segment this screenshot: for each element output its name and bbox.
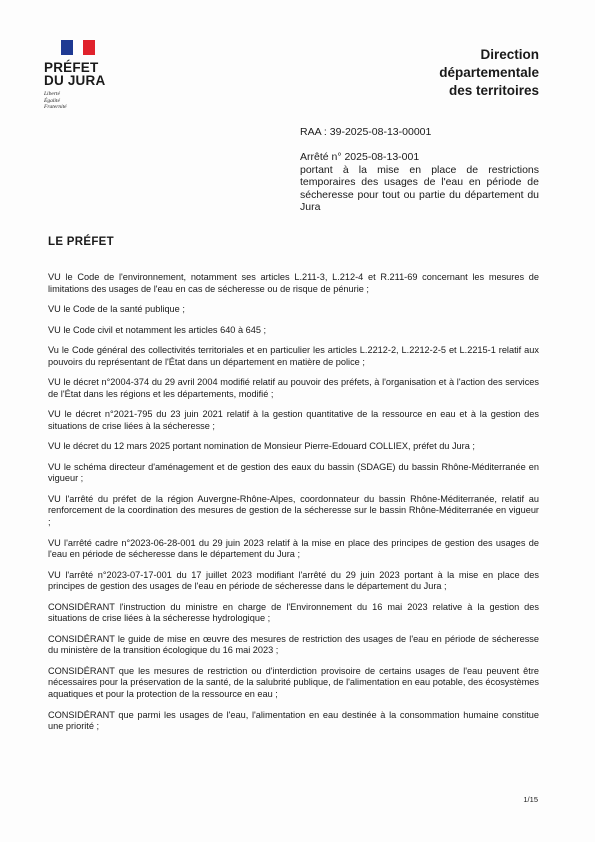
issuing-service bbox=[439, 46, 539, 100]
preamble-paragraph bbox=[48, 494, 539, 529]
preamble bbox=[48, 272, 539, 742]
preamble-paragraph bbox=[48, 272, 539, 295]
motto-line-1: Liberté bbox=[44, 91, 60, 97]
paragraph-text: que parmi les usages de l'eau, l'alimentation en eau destinée à la consommation humaine constitue une priorité ; bbox=[48, 709, 539, 732]
preamble-paragraph bbox=[48, 634, 539, 657]
prefet-name-line-2: DU JURA bbox=[44, 73, 106, 88]
paragraph-text: l'instruction du ministre en charge de l'Environnement du 16 mai 2023 relative à la gestion des situations de crise liées à la sécheresse hydrologique ; bbox=[48, 601, 539, 624]
paragraph-text: l'arrêté du préfet de la région Auvergne-Rhône-Alpes, coordonnateur du bassin Rhône-Méditerranée, relatif au renforcement de la coordination des mesures de gestion de la sécheresse sur le bassin Rhône-Méditerranée en vigueur ; bbox=[48, 493, 539, 528]
direction-line-2: départementale bbox=[439, 65, 539, 80]
preamble-paragraph bbox=[48, 345, 539, 368]
preamble-paragraph bbox=[48, 377, 539, 400]
preamble-paragraph bbox=[48, 602, 539, 625]
paragraph-lead: VU bbox=[48, 461, 61, 472]
paragraph-lead: VU bbox=[48, 409, 61, 420]
paragraph-lead: CONSIDÉRANT bbox=[48, 601, 115, 612]
paragraph-text: le Code général des collectivités territoriales et en particulier les articles L.2212-2, L.2212-2-5 et L.2215-1 relatif aux pouvoirs du représentant de l'État dans un département en matière de police ; bbox=[48, 345, 539, 367]
paragraph-text: l'arrêté cadre n°2023-06-28-001 du 29 juin 2023 relatif à la mise en place des principes de gestion des usages de l'eau en période de sécheresse dans le département du Jura ; bbox=[48, 537, 539, 560]
paragraph-text: le décret n°2004-374 du 29 avril 2004 modifié relatif au pouvoir des préfets, à l'organisation et à l'action des services de l'État dans les régions et les départements, modifié ; bbox=[48, 377, 539, 399]
paragraph-lead: VU bbox=[48, 324, 61, 335]
paragraph-text: le Code civil et notamment les articles 640 à 645 ; bbox=[60, 324, 267, 335]
motto-line-3: Fraternité bbox=[44, 104, 67, 110]
preamble-paragraph bbox=[48, 538, 539, 561]
le-prefet-heading: LE PRÉFET bbox=[48, 236, 114, 248]
paragraph-lead: VU bbox=[48, 272, 61, 282]
paragraph-text: le Code de l'environnement, notamment ses articles L.211-3, L.212-4 et R.211-69 concernant les mesures de limitations des usages de l'eau en cas de sécheresse ou de risque de pénurie ; bbox=[48, 272, 539, 294]
direction-line-3: des territoires bbox=[448, 83, 539, 98]
paragraph-text: l'arrêté n°2023-07-17-001 du 17 juillet 2023 modifiant l'arrêté du 29 juin 2023 portant à la mise en place des principes de gestion des usages de l'eau en période de sécheresse dans le département du Jura ; bbox=[48, 569, 539, 592]
page-number: 1/15 bbox=[523, 795, 538, 804]
preamble-paragraph bbox=[48, 304, 539, 316]
paragraph-lead: VU bbox=[48, 441, 61, 452]
preamble-paragraph bbox=[48, 462, 539, 485]
arrete-number: Arrêté n° 2025-08-13-001 bbox=[300, 151, 420, 163]
raa-reference: RAA : 39-2025-08-13-00001 bbox=[300, 126, 432, 138]
prefet-name-line-1: PRÉFET bbox=[44, 60, 99, 75]
paragraph-lead: Vu bbox=[48, 345, 59, 356]
prefet-logo bbox=[44, 40, 124, 111]
paragraph-lead: VU bbox=[48, 304, 61, 315]
preamble-paragraph bbox=[48, 666, 539, 701]
preamble-paragraph bbox=[48, 409, 539, 432]
paragraph-lead: VU bbox=[48, 493, 61, 504]
paragraph-lead: CONSIDÉRANT bbox=[48, 709, 115, 720]
french-flag-icon bbox=[61, 40, 95, 55]
paragraph-lead: VU bbox=[48, 377, 61, 388]
arrete-description: portant à la mise en place de restrictions temporaires des usages de l'eau en période de sécheresse pour tout ou partie du département du Jura bbox=[300, 163, 539, 214]
motto-line-2: Égalité bbox=[44, 97, 60, 104]
preamble-paragraph bbox=[48, 570, 539, 593]
paragraph-text: que les mesures de restriction ou d'interdiction provisoire de certains usages de l'eau peuvent être nécessaires pour la préservation de la santé, de la salubrité publique, de l'alimentation en eau potable, des écosystèmes aquatiques et pour la protection de la ressource en eau ; bbox=[48, 665, 539, 700]
paragraph-text: le Code de la santé publique ; bbox=[60, 304, 185, 315]
paragraph-lead: CONSIDÉRANT bbox=[48, 633, 115, 644]
paragraph-text: le guide de mise en œuvre des mesures de restriction des usages de l'eau en période de sécheresse du ministère de la transition écologique du 16 mai 2023 ; bbox=[48, 633, 539, 656]
preamble-paragraph bbox=[48, 441, 539, 453]
prefet-name bbox=[44, 61, 124, 87]
preamble-paragraph bbox=[48, 710, 539, 733]
preamble-paragraph bbox=[48, 325, 539, 337]
republic-motto bbox=[44, 91, 124, 111]
arrete-heading bbox=[300, 151, 539, 214]
direction-line-1: Direction bbox=[480, 47, 539, 62]
paragraph-lead: VU bbox=[48, 537, 61, 548]
paragraph-text: le schéma directeur d'aménagement et de gestion des eaux du bassin (SDAGE) du bassin Rhône-Méditerranée en vigueur ; bbox=[48, 461, 539, 484]
paragraph-text: le décret du 12 mars 2025 portant nomination de Monsieur Pierre-Edouard COLLIEX, préfet du Jura ; bbox=[60, 441, 475, 452]
paragraph-text: le décret n°2021-795 du 23 juin 2021 relatif à la gestion quantitative de la ressource en eau et à la gestion des situations de crise liées à la sécheresse ; bbox=[48, 409, 539, 431]
paragraph-lead: VU bbox=[48, 569, 61, 580]
paragraph-lead: CONSIDÉRANT bbox=[48, 665, 115, 676]
